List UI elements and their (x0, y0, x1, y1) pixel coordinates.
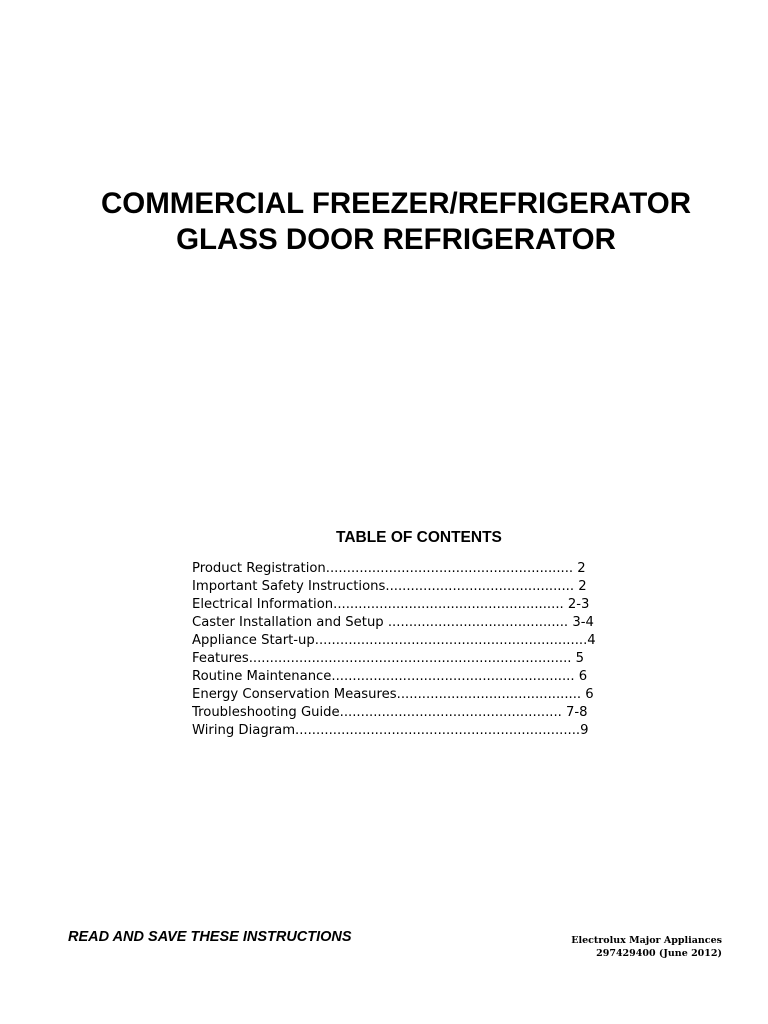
title-line-1: COMMERCIAL FREEZER/REFRIGERATOR (100, 187, 691, 220)
toc-list (192, 560, 662, 740)
toc-entry-features: Features............................................................................. 5 (192, 651, 585, 666)
publisher-info (571, 934, 722, 960)
company-name: Electrolux Major Appliances (571, 935, 722, 946)
toc-entry-wiring-diagram: Wiring Diagram....................................................................9 (192, 723, 589, 738)
document-number: 297429400 (June 2012) (596, 948, 722, 959)
toc-entry-safety-instructions: Important Safety Instructions............................................. 2 (192, 579, 587, 594)
toc-heading: TABLE OF CONTENTS (336, 529, 502, 546)
toc-entry-energy-conservation: Energy Conservation Measures............................................ 6 (192, 687, 594, 702)
title-line-2: GLASS DOOR REFRIGERATOR (176, 223, 616, 256)
toc-entry-appliance-start-up: Appliance Start-up.................................................................4 (192, 633, 596, 648)
toc-entry-electrical-information: Electrical Information....................................................... 2-3 (192, 597, 590, 612)
toc-entry-product-registration: Product Registration........................................................... 2 (192, 561, 586, 576)
toc-entry-troubleshooting-guide: Troubleshooting Guide..................................................... 7-8 (192, 705, 588, 720)
document-title (0, 186, 768, 258)
toc-entry-caster-installation: Caster Installation and Setup ........................................... 3-4 (192, 615, 594, 630)
toc-entry-routine-maintenance: Routine Maintenance.......................................................... 6 (192, 669, 588, 684)
read-and-save-notice: READ AND SAVE THESE INSTRUCTIONS (68, 929, 352, 945)
